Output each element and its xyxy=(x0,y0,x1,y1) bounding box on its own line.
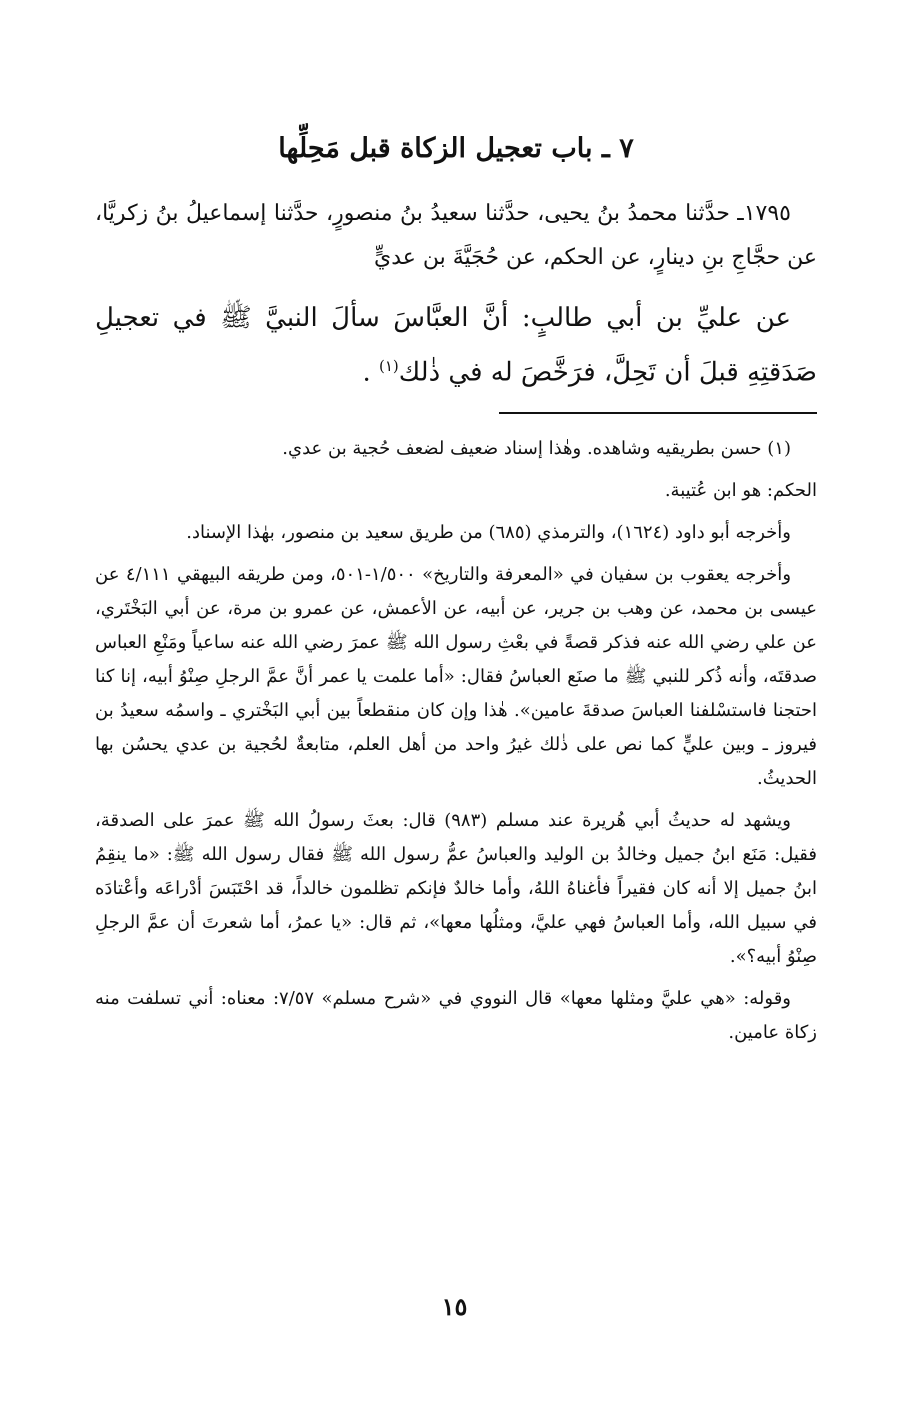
footnote-paragraph: وأخرجه أبو داود (١٦٢٤)، والترمذي (٦٨٥) من طريق سعيد بن منصور، بهٰذا الإسناد. xyxy=(186,522,791,544)
footnote-paragraph: (١) حسن بطريقيه وشاهده. وهٰذا إسناد ضعيف لضعف حُجية بن عدي. xyxy=(282,438,791,460)
footnote-paragraph: وأخرجه يعقوب بن سفيان في «المعرفة والتاريخ» ١/٥٠٠-٥٠١، ومن طريقه البيهقي ٤/١١١ عن عيسى بن محمد، عن وهب بن جرير، عن أبيه، عن الأعمش، عن عمرو بن مرة، عن أبي البَخْتَري، عن علي رضي الله عنه فذكر قصةً في بعْثِ رسول الله ﷺ عمرَ رضي الله عنه ساعياً ومَنْعِ العباس صدقتَه، وأنه ذُكر للنبي ﷺ ما صنَع العباسُ فقال: «أما علمت يا عمر أنَّ عمَّ الرجلِ صِنْوُ أبيه، إنا كنا احتجنا فاستسْلفنا العباسَ صدقةَ عامين». هٰذا وإن كان منقطعاً بين أبي البَخْتري ـ واسمُه سعيدُ بن فيروز ـ وبين عليٍّ كما نص على ذٰلك غيرُ واحد من أهل العلم، متابعةٌ لحُجية بن عدي يحسُن بها الحديثُ. xyxy=(95,564,817,790)
page-body xyxy=(95,130,817,1058)
footnote-paragraph: ويشهد له حديثُ أبي هُريرة عند مسلم (٩٨٣) قال: بعثَ رسولُ الله ﷺ عمرَ على الصدقة، فقيل: مَنَع ابنُ جميل وخالدُ بن الوليد والعباسُ عمُّ رسول الله ﷺ فقال رسول الله ﷺ: «ما ينقِمُ ابنُ جميل إلا أنه كان فقيراً فأغناهُ اللهُ، وأما خالدٌ فإنكم تظلمون خالداً، قد احْتَبَسَ أدْراعَه وأعْتادَه في سبيل الله، وأما العباسُ فهي عليَّ، ومثلُها معها»، ثم قال: «يا عمرُ، أما شعرتَ أن عمَّ الرجلِ صِنْوُ أبيه؟». xyxy=(95,810,817,968)
page-number: ١٥ xyxy=(441,1292,468,1321)
footnote-reference: (١) xyxy=(378,356,399,375)
hadith-matn-text: عن عليِّ بن أبي طالبٍ: أنَّ العبَّاسَ سألَ النبيَّ ﷺ في تعجيلِ صَدَقتِهِ قبلَ أن تَحِلَّ، فرَخَّصَ له في ذٰلك xyxy=(95,302,817,388)
footnote-divider xyxy=(499,412,817,414)
footnote-paragraph: وقوله: «هي عليَّ ومثلها معها» قال النووي في «شرح مسلم» ٧/٥٧: معناه: أني تسلفت منه زكاة عامين. xyxy=(95,988,817,1044)
hadith-matn xyxy=(95,294,817,397)
chapter-title: ٧ ـ باب تعجيل الزكاة قبل مَحِلِّها xyxy=(278,133,634,164)
hadith-end-mark: . xyxy=(362,357,371,388)
footnote-paragraph: الحكم: هو ابن عُتيبة. xyxy=(664,480,817,502)
footnotes xyxy=(95,432,817,1050)
hadith-isnad: ١٧٩٥ـ حدَّثنا محمدُ بنُ يحيى، حدَّثنا سعيدُ بنُ منصورٍ، حدَّثنا إسماعيلُ بنُ زكريَّا، عن حجَّاجِ بنِ دينارٍ، عن الحكم، عن حُجَيَّةَ بن عديٍّ xyxy=(95,200,817,270)
